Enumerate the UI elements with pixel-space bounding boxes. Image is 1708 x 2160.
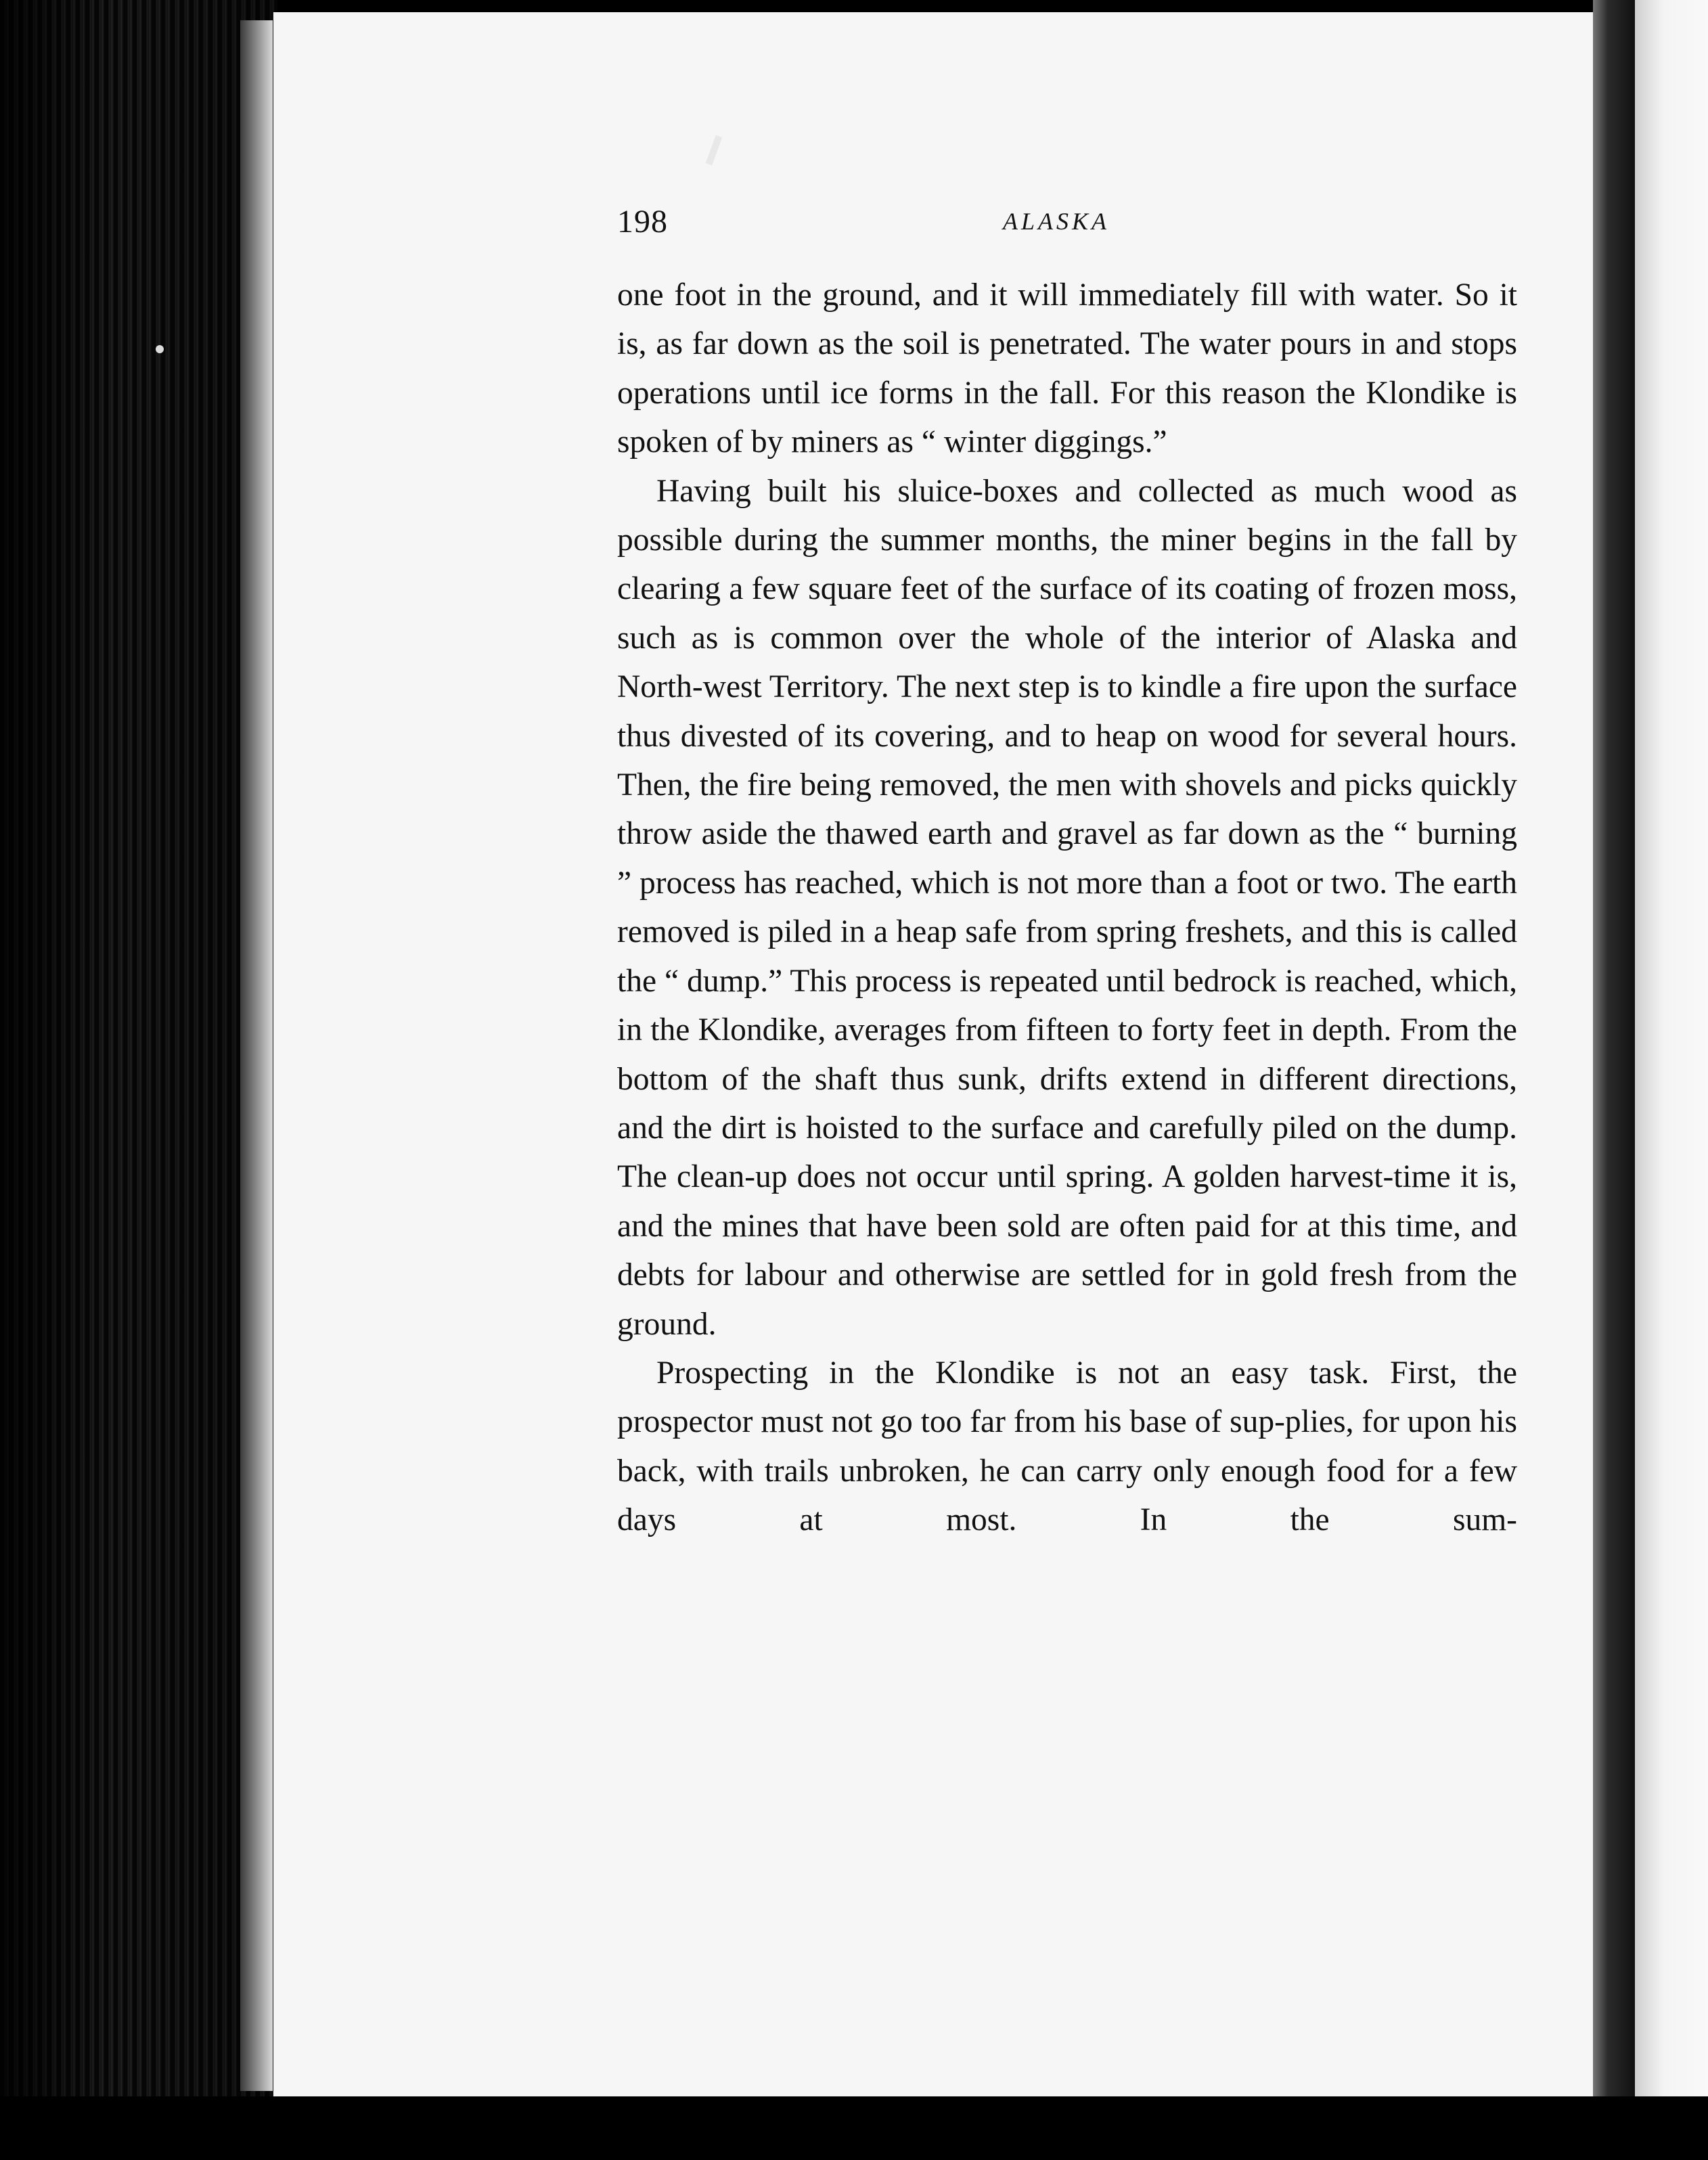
book-spine-shadow [1593, 0, 1635, 2160]
page-header [617, 203, 1517, 257]
body-text [617, 271, 1517, 1545]
facing-page-edge [1635, 0, 1708, 2160]
paragraph: one foot in the ground, and it will immediately fill with water. So it is, as far down as the soil is penetrated. The water pours in and stops operations until ice forms in the fall. For this reason the Klondike is spoken of by miners as “ winter diggings.” [617, 277, 1517, 460]
scan-border-bottom [0, 2096, 1708, 2160]
scan-speck [156, 345, 164, 353]
running-head: ALASKA [1003, 208, 1110, 235]
page-number: 198 [617, 204, 668, 240]
paragraph: Having built his sluice-boxes and collected as much wood as possible during the summer months, the miner begins in the fall by clearing a few square feet of the surface of its coating of frozen moss, such as is common over the whole of the interior of Alaska and North-west Territory. The next step is to kindle a fire upon the surface thus divested of its covering, and to heap on wood for several hours. Then, the fire being removed, the men with shovels and picks quickly throw aside the thawed earth and gravel as far down as the “ burning ” process has reached, which is not more than a foot or two. The earth removed is piled in a heap safe from spring freshets, and this is called the “ dump.” This process is repeated until bedrock is reached, which, in the Klondike, averages from fifteen to forty feet in depth. From the bottom of the shaft thus sunk, drifts extend in different directions, and the dirt is hoisted to the surface and carefully piled on the dump. The clean-up does not occur until spring. A golden harvest-time it is, and the mines that have been sold are often paid for at this time, and debts for labour and otherwise are settled for in gold fresh from the ground. [617, 473, 1517, 1342]
paragraph: Prospecting in the Klondike is not an easy task. First, the prospector must not go too far from his base of sup-plies, for upon his back, with trails unbroken, he can carry only enough food for a few days at most. In the sum- [617, 1355, 1517, 1538]
page-stack-edges [0, 0, 277, 2160]
left-gutter [240, 20, 273, 2091]
